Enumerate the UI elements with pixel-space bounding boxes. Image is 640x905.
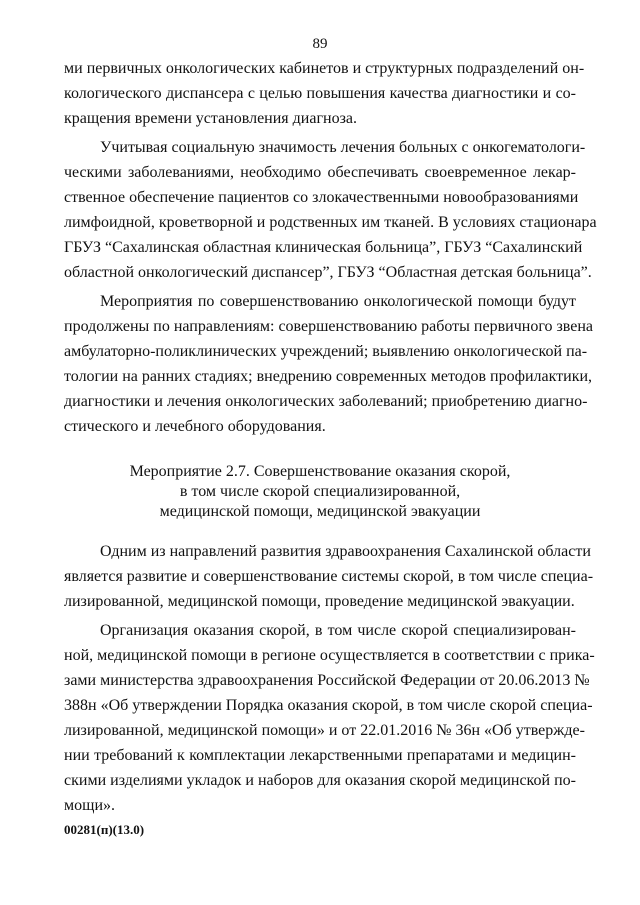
section-heading-line: Мероприятие 2.7. Совершенствование оказания скорой,: [129, 463, 511, 480]
text-line: тологии на ранних стадиях; внедрению современных методов профилактики,: [64, 368, 593, 385]
text-line: кологического диспансера с целью повышения качества диагностики и со-: [64, 85, 576, 102]
text-line: лизированной, медицинской помощи» и от 22.01.2016 № 36н «Об утвержде-: [64, 722, 585, 739]
text-line: областной онкологический диспансер”, ГБУЗ “Областная детская больница”.: [64, 264, 592, 281]
page-number: 89: [312, 36, 328, 52]
text-line: ческими заболеваниями, необходимо обеспечивать своевременное лекар-: [64, 164, 576, 181]
text-line: Учитывая социальную значимость лечения больных с онкогематологи-: [100, 139, 586, 156]
text-line: ной, медицинской помощи в регионе осуществляется в соответствии с прика-: [64, 647, 595, 664]
text-line: кращения времени установления диагноза.: [64, 110, 358, 127]
text-line: стического и лечебного оборудования.: [64, 418, 326, 435]
text-line: зами министерства здравоохранения Российской Федерации от 20.06.2013 №: [64, 672, 590, 689]
text-line: мощи».: [64, 797, 116, 814]
text-line: амбулаторно-поликлинических учреждений; выявлению онкологической па-: [64, 343, 588, 360]
text-line: 388н «Об утверждении Порядка оказания скорой, в том числе скорой специа-: [64, 697, 593, 714]
section-heading-line: в том числе скорой специализированной,: [179, 483, 461, 500]
document-code: 00281(п)(13.0): [64, 822, 145, 837]
text-line: нии требований к комплектации лекарственными препаратами и медицин-: [64, 747, 576, 764]
text-line: Одним из направлений развития здравоохранения Сахалинской области: [100, 543, 591, 560]
text-line: Мероприятия по совершенствованию онкологической помощи будут: [100, 293, 576, 310]
text-line: является развитие и совершенствование системы скорой, в том числе специа-: [64, 568, 594, 585]
text-line: лимфоидной, кроветворной и родственных им тканей. В условиях стационара: [64, 214, 597, 231]
text-line: продолжены по направлениям: совершенствованию работы первичного звена: [64, 318, 594, 335]
text-line: диагностики и лечения онкологических заболеваний; приобретению диагно-: [64, 393, 588, 410]
text-line: ми первичных онкологических кабинетов и структурных подразделений он-: [64, 60, 585, 77]
text-line: лизированной, медицинской помощи, проведение медицинской эвакуации.: [64, 593, 575, 610]
text-line: Организация оказания скорой, в том числе скорой специализирован-: [100, 622, 576, 639]
text-line: ГБУЗ “Сахалинская областная клиническая больница”, ГБУЗ “Сахалинский: [64, 239, 583, 256]
text-line: скими изделиями укладок и наборов для оказания скорой медицинской по-: [64, 772, 576, 789]
section-heading-line: медицинской помощи, медицинской эвакуации: [159, 503, 481, 520]
text-line: ственное обеспечение пациентов со злокачественными новообразованиями: [64, 189, 579, 206]
